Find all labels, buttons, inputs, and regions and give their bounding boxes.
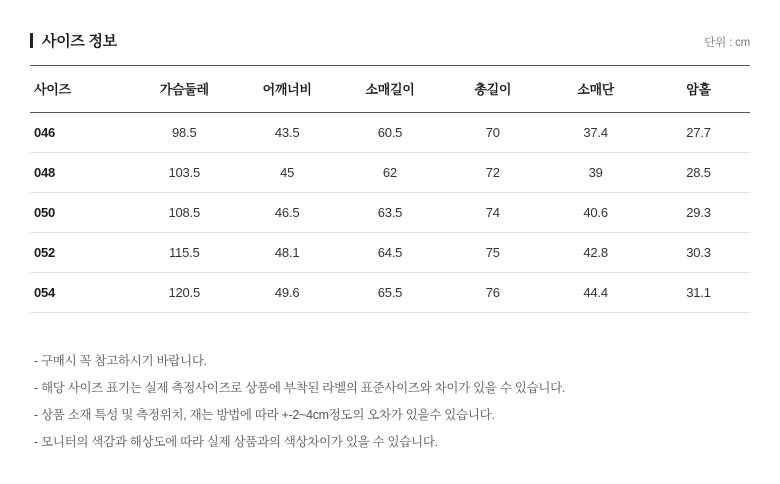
table-row [30, 273, 750, 313]
cell-armhole: 28.5 [647, 153, 750, 193]
table-header-row [30, 66, 750, 113]
unit-label: 단위 : cm [704, 37, 750, 49]
table-row [30, 153, 750, 193]
table-body [30, 113, 750, 313]
cell-cuff: 44.4 [544, 273, 647, 313]
cell-chest: 103.5 [133, 153, 236, 193]
table-row [30, 113, 750, 153]
cell-total-length: 75 [441, 233, 544, 273]
column-header-total-length: 총길이 [441, 66, 544, 113]
cell-cuff: 42.8 [544, 233, 647, 273]
column-header-armhole: 암홀 [647, 66, 750, 113]
cell-shoulder: 48.1 [236, 233, 339, 273]
cell-sleeve-length: 64.5 [339, 233, 442, 273]
note-item: - 해당 사이즈 표기는 실제 측정사이즈로 상품에 부착된 라벨의 표준사이즈와 차이가 있을 수 있습니다. [34, 381, 566, 395]
cell-total-length: 74 [441, 193, 544, 233]
cell-armhole: 31.1 [647, 273, 750, 313]
cell-chest: 108.5 [133, 193, 236, 233]
cell-shoulder: 49.6 [236, 273, 339, 313]
cell-armhole: 30.3 [647, 233, 750, 273]
note-item: - 상품 소재 특성 및 측정위치, 재는 방법에 따라 +-2~4cm정도의 오차가 있을수 있습니다. [34, 408, 495, 422]
cell-chest: 120.5 [133, 273, 236, 313]
cell-sleeve-length: 62 [339, 153, 442, 193]
table-header [30, 66, 750, 113]
column-header-shoulder: 어깨너비 [236, 66, 339, 113]
cell-total-length: 72 [441, 153, 544, 193]
cell-sleeve-length: 60.5 [339, 113, 442, 153]
cell-cuff: 40.6 [544, 193, 647, 233]
table-row [30, 233, 750, 273]
cell-shoulder: 45 [236, 153, 339, 193]
cell-size: 048 [30, 153, 133, 193]
column-header-cuff: 소매단 [544, 66, 647, 113]
cell-cuff: 37.4 [544, 113, 647, 153]
cell-sleeve-length: 63.5 [339, 193, 442, 233]
cell-size: 054 [30, 273, 133, 313]
cell-cuff: 39 [544, 153, 647, 193]
column-header-sleeve-length: 소매길이 [339, 66, 442, 113]
page-title-text: 사이즈 정보 [42, 33, 117, 50]
table-row [30, 193, 750, 233]
page-title [30, 30, 117, 51]
title-accent-bar [30, 33, 33, 48]
column-header-chest: 가슴둘레 [133, 66, 236, 113]
cell-shoulder: 46.5 [236, 193, 339, 233]
header [30, 0, 750, 65]
cell-total-length: 70 [441, 113, 544, 153]
cell-armhole: 29.3 [647, 193, 750, 233]
cell-size: 046 [30, 113, 133, 153]
cell-sleeve-length: 65.5 [339, 273, 442, 313]
cell-armhole: 27.7 [647, 113, 750, 153]
cell-size: 052 [30, 233, 133, 273]
cell-total-length: 76 [441, 273, 544, 313]
cell-shoulder: 43.5 [236, 113, 339, 153]
note-item: - 모니터의 색감과 해상도에 따라 실제 상품과의 색상차이가 있을 수 있습니다. [34, 435, 438, 449]
cell-chest: 115.5 [133, 233, 236, 273]
notes-section [30, 313, 750, 450]
size-table [30, 65, 750, 313]
cell-chest: 98.5 [133, 113, 236, 153]
column-header-size: 사이즈 [30, 66, 133, 113]
cell-size: 050 [30, 193, 133, 233]
note-item: - 구매시 꼭 참고하시기 바랍니다. [34, 354, 207, 368]
